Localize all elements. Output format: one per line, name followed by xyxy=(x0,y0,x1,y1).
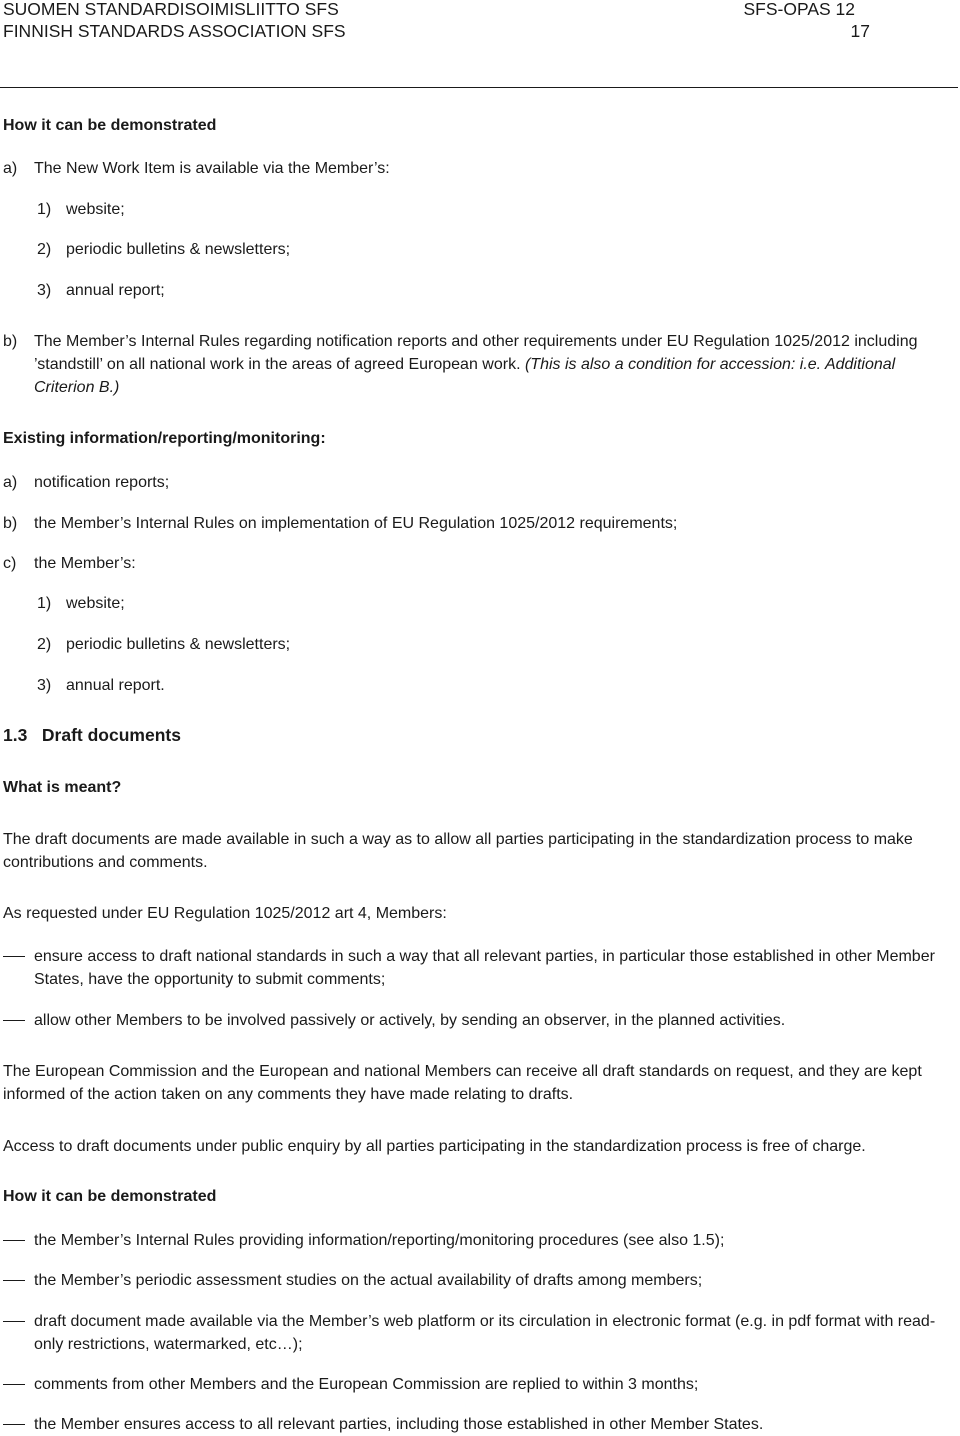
section-number: 1.3 xyxy=(3,725,28,745)
list-item-a xyxy=(3,157,955,180)
heading-how-demonstrated: How it can be demonstrated xyxy=(3,117,217,134)
list-item-text: The New Work Item is available via the Member’s: xyxy=(34,160,390,177)
list-item-text: notification reports; xyxy=(34,474,170,491)
paragraph: The European Commission and the European and national Members can receive all draft standards on request, and they are kept informed of the action taken on any comments they have made relating to drafts. xyxy=(3,1063,922,1103)
list-marker: c) xyxy=(3,555,17,572)
dash-item-text: the Member ensures access to all relevant parties, including those established in other Member States. xyxy=(34,1416,764,1433)
sub-marker: 1) xyxy=(37,595,52,612)
list-item-text: the Member’s Internal Rules on implementation of EU Regulation 1025/2012 requirements; xyxy=(34,515,678,532)
list-marker: a) xyxy=(3,474,18,491)
list-marker: a) xyxy=(3,160,18,177)
header-org-fi: SUOMEN STANDARDISOIMISLIITTO SFS xyxy=(3,0,339,19)
sub-item-text: periodic bulletins & newsletters; xyxy=(66,636,291,653)
sub-item-text: website; xyxy=(66,201,125,218)
sub-marker: 3) xyxy=(37,282,52,299)
dash-marker xyxy=(3,956,25,957)
dash-item xyxy=(3,1009,955,1032)
dash-item xyxy=(3,1310,955,1356)
list-item-c xyxy=(3,552,955,575)
dash-item-text: allow other Members to be involved passively or actively, by sending an observer, in the planned activities. xyxy=(34,1012,786,1029)
sub-marker: 1) xyxy=(37,201,52,218)
list-item-a xyxy=(3,471,955,494)
heading-existing-info: Existing information/reporting/monitoring: xyxy=(3,430,326,447)
paragraph: The draft documents are made available in such a way as to allow all parties participating in the standardization process to make contributions and comments. xyxy=(3,831,913,871)
sub-marker: 3) xyxy=(37,677,52,694)
dash-item xyxy=(3,1373,955,1396)
dash-marker xyxy=(3,1321,25,1322)
accession-note: (This is also a condition for accession: i.e. Additional Criterion B.) xyxy=(34,356,896,396)
dash-item xyxy=(3,1229,955,1252)
dash-marker xyxy=(3,1424,25,1425)
dash-marker xyxy=(3,1384,25,1385)
dash-item xyxy=(3,1413,955,1436)
paragraph: As requested under EU Regulation 1025/2012 art 4, Members: xyxy=(3,905,447,922)
sub-marker: 2) xyxy=(37,241,52,258)
dash-item xyxy=(3,1269,955,1292)
list-item-text: The Member’s Internal Rules regarding notification reports and other requirements under EU Regulation 1025/2012 including ’standstill’ on all national work in the areas of agreed European work. xyxy=(34,333,918,373)
dash-item-text: ensure access to draft national standards in such a way that all relevant parties, in particular those established in other Member States, have the opportunity to submit comments; xyxy=(34,948,935,988)
sub-item-text: annual report; xyxy=(66,282,165,299)
dash-item xyxy=(3,945,955,991)
dash-item-text: the Member’s periodic assessment studies on the actual availability of drafts among members; xyxy=(34,1272,703,1289)
heading-how-demonstrated: How it can be demonstrated xyxy=(3,1188,217,1205)
sub-item-text: periodic bulletins & newsletters; xyxy=(66,241,291,258)
list-item-b xyxy=(3,512,955,535)
dash-marker xyxy=(3,1240,25,1241)
section-title: Draft documents xyxy=(41,725,181,745)
header-page-number: 17 xyxy=(850,21,870,41)
dash-marker xyxy=(3,1280,25,1281)
list-item-b xyxy=(3,330,955,399)
dash-marker xyxy=(3,1020,25,1021)
header-org-en: FINNISH STANDARDS ASSOCIATION SFS xyxy=(3,21,346,41)
heading-what-is-meant: What is meant? xyxy=(3,779,122,796)
list-item-text: the Member’s: xyxy=(34,555,136,572)
dash-item-text: draft document made available via the Member’s web platform or its circulation in electronic format (e.g. in pdf format with read-only restrictions, watermarked, etc…); xyxy=(34,1313,936,1353)
section-heading xyxy=(3,724,955,747)
list-marker: b) xyxy=(3,333,18,350)
dash-item-text: comments from other Members and the European Commission are replied to within 3 months; xyxy=(34,1376,699,1393)
sub-item-text: website; xyxy=(66,595,125,612)
header-doc-id: SFS-OPAS 12 xyxy=(743,0,855,19)
dash-item-text: the Member’s Internal Rules providing information/reporting/monitoring procedures (see also 1.5); xyxy=(34,1232,725,1249)
sub-item-text: annual report. xyxy=(66,677,165,694)
list-marker: b) xyxy=(3,515,18,532)
sub-marker: 2) xyxy=(37,636,52,653)
paragraph: Access to draft documents under public enquiry by all parties participating in the standardization process is free of charge. xyxy=(3,1138,866,1155)
header-rule xyxy=(0,87,958,88)
